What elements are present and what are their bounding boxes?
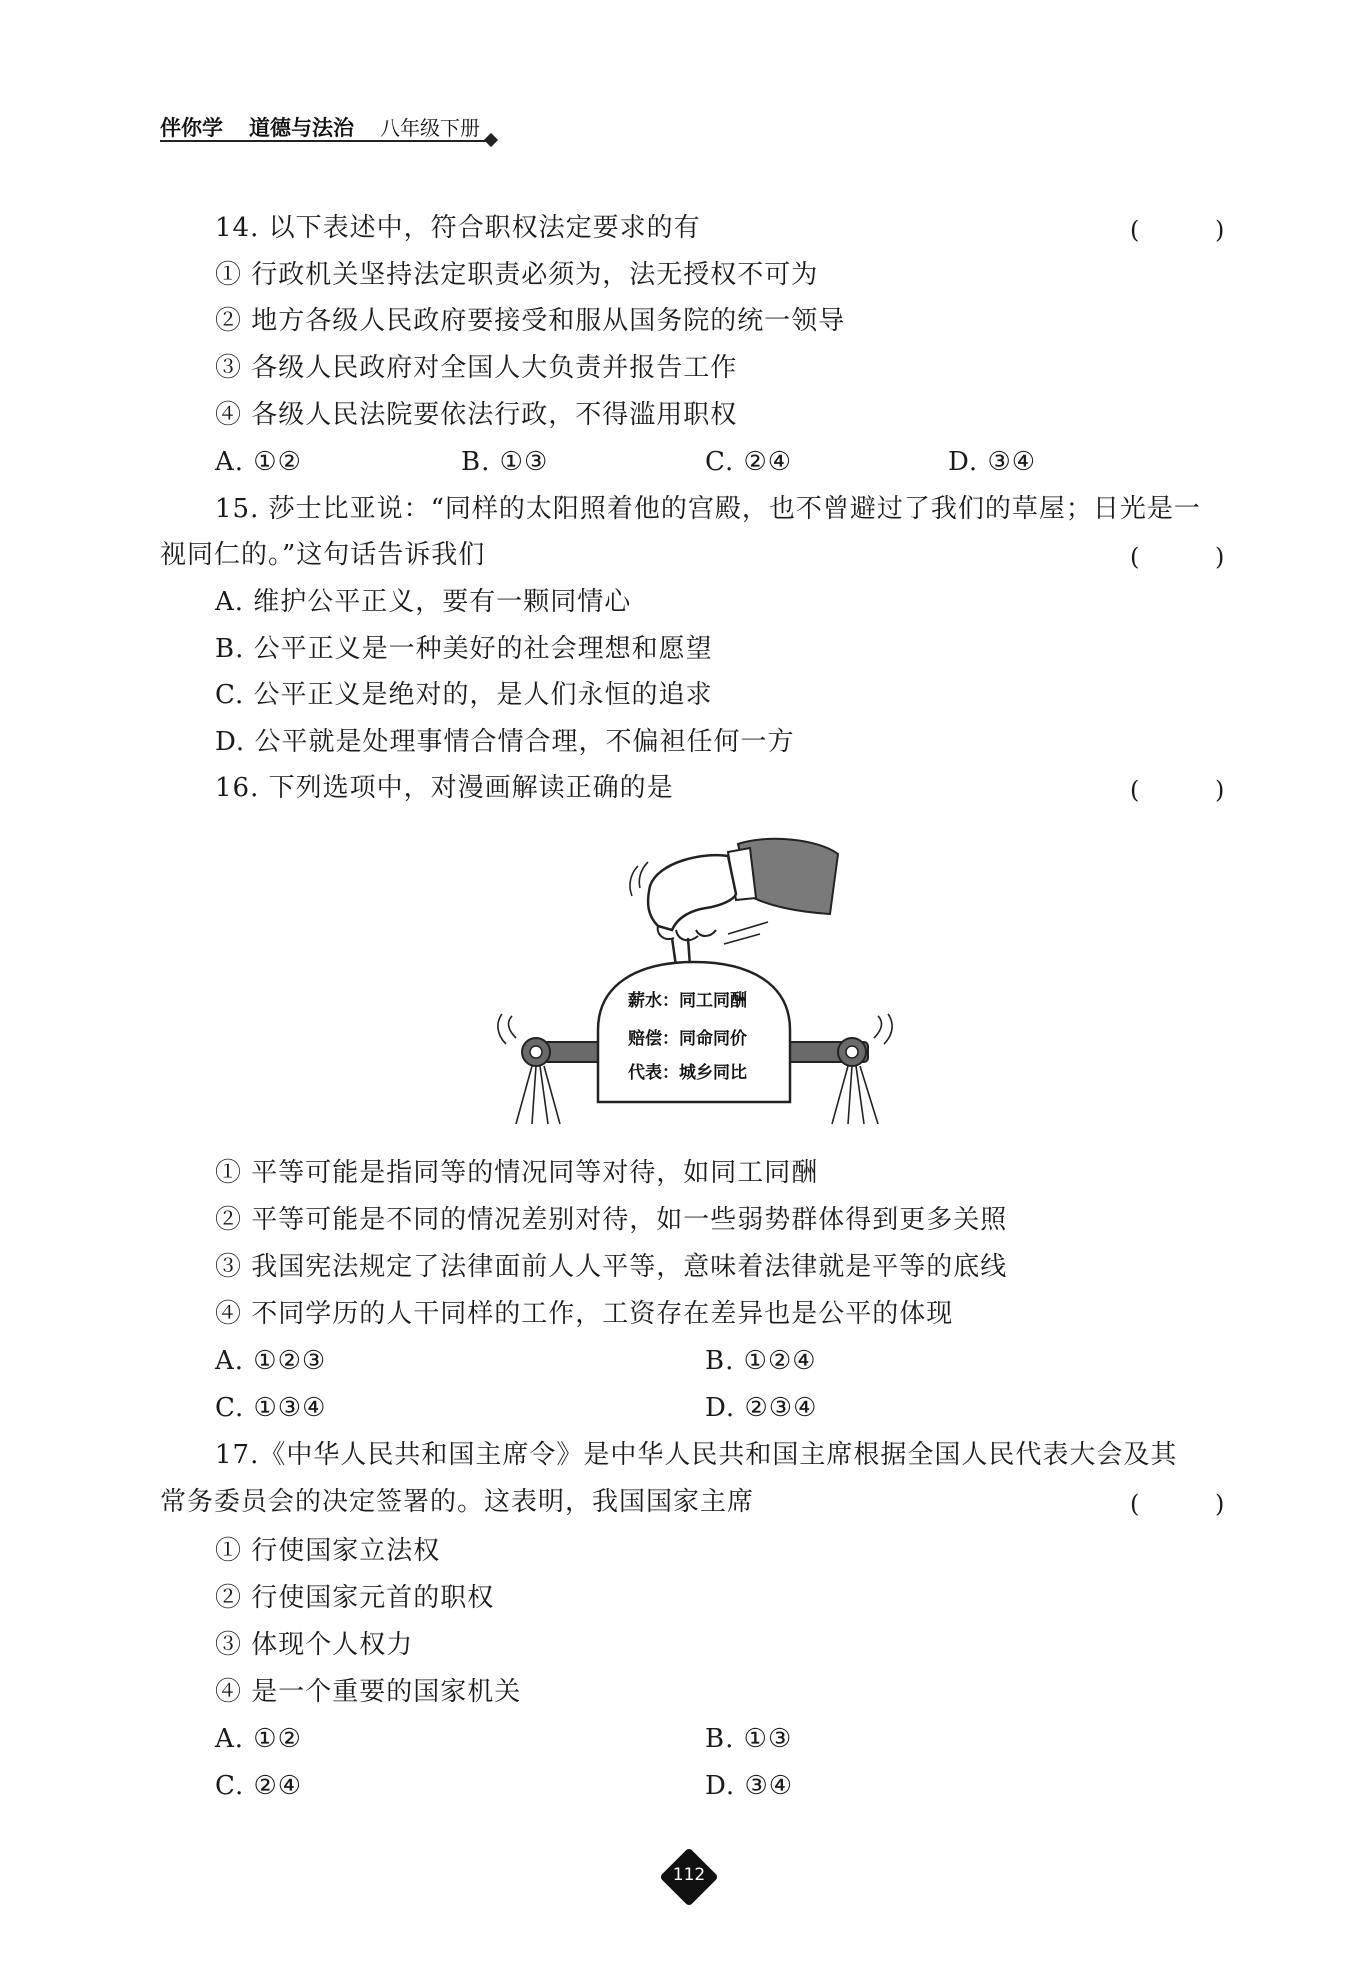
q15-option-a: A. 维护公平正义，要有一颗同情心 bbox=[215, 587, 632, 617]
page-header bbox=[160, 112, 480, 142]
q15-stem-line-1: 15. 莎士比亚说：“同样的太阳照着他的宫殿，也不曾避过了我们的草屋；日光是一 bbox=[215, 494, 1201, 524]
q16-option-a: A. ①②③ bbox=[215, 1346, 327, 1376]
q16-answer-bracket: ( ) bbox=[1130, 776, 1259, 804]
q14-item-4: ④ 各级人民法院要依法行政，不得滥用职权 bbox=[215, 400, 738, 430]
header-subject: 道德与法治 bbox=[249, 116, 354, 140]
header-rule bbox=[160, 140, 490, 142]
q14-option-d: D. ③④ bbox=[948, 447, 1037, 477]
q17-option-d: D. ③④ bbox=[705, 1771, 794, 1801]
header-diamond-icon bbox=[484, 133, 498, 147]
q14-answer-bracket: ( ) bbox=[1130, 216, 1259, 244]
q14-option-c: C. ②④ bbox=[705, 447, 793, 477]
q16-option-b: B. ①②④ bbox=[705, 1346, 817, 1376]
q17-item-3: ③ 体现个人权力 bbox=[215, 1630, 414, 1660]
q15-stem-line-2: 视同仁的。”这句话告诉我们 bbox=[160, 540, 486, 570]
q14-stem: 14. 以下表述中，符合职权法定要求的有 bbox=[215, 213, 701, 243]
left-wobble-lines bbox=[498, 1014, 516, 1044]
q16-stem: 16. 下列选项中，对漫画解读正确的是 bbox=[215, 773, 674, 803]
q14-item-1: ① 行政机关坚持法定职责必须为，法无授权不可为 bbox=[215, 260, 819, 290]
left-pan-strings bbox=[516, 1066, 560, 1124]
q16-item-3: ③ 我国宪法规定了法律面前人人平等，意味着法律就是平等的底线 bbox=[215, 1252, 1008, 1282]
q14-item-3: ③ 各级人民政府对全国人大负责并报告工作 bbox=[215, 353, 738, 383]
motion-lines-left bbox=[630, 862, 648, 896]
q16-option-d: D. ②③④ bbox=[705, 1393, 818, 1423]
q17-stem-line-2: 常务委员会的决定签署的。这表明，我国国家主席 bbox=[160, 1487, 755, 1517]
q16-item-1: ① 平等可能是指同等的情况同等对待，如同工同酬 bbox=[215, 1158, 819, 1188]
right-pan-strings bbox=[832, 1066, 878, 1124]
q17-option-c: C. ②④ bbox=[215, 1771, 303, 1801]
q17-item-2: ② 行使国家元首的职权 bbox=[215, 1583, 495, 1613]
page-number: 112 bbox=[672, 1865, 706, 1885]
motion-lines-right bbox=[724, 922, 768, 944]
q17-answer-bracket: ( ) bbox=[1130, 1490, 1259, 1518]
cartoon-label-salary: 薪水：同工同酬 bbox=[628, 991, 747, 1011]
q15-answer-bracket: ( ) bbox=[1130, 543, 1259, 571]
q16-item-4: ④ 不同学历的人干同样的工作，工资存在差异也是公平的体现 bbox=[215, 1299, 954, 1329]
cartoon-label-compensation: 赔偿：同命同价 bbox=[628, 1029, 747, 1049]
q17-option-b: B. ①③ bbox=[705, 1724, 793, 1754]
q14-option-b: B. ①③ bbox=[461, 447, 549, 477]
hand-shape bbox=[648, 855, 736, 930]
q17-item-1: ① 行使国家立法权 bbox=[215, 1536, 441, 1566]
q16-option-c: C. ①③④ bbox=[215, 1393, 327, 1423]
q17-item-4: ④ 是一个重要的国家机关 bbox=[215, 1677, 522, 1707]
q14-item-2: ② 地方各级人民政府要接受和服从国务院的统一领导 bbox=[215, 306, 846, 336]
cartoon-label-representation: 代表：城乡同比 bbox=[628, 1063, 747, 1083]
page-number-badge bbox=[664, 1852, 714, 1902]
right-wobble-lines bbox=[874, 1014, 892, 1044]
header-grade: 八年级下册 bbox=[380, 116, 480, 140]
header-series: 伴你学 bbox=[160, 116, 223, 140]
q15-option-c: C. 公平正义是绝对的，是人们永恒的追求 bbox=[215, 680, 713, 710]
q14-option-a: A. ①② bbox=[215, 447, 302, 477]
q16-item-2: ② 平等可能是不同的情况差别对待，如一些弱势群体得到更多关照 bbox=[215, 1205, 1008, 1235]
q17-stem-line-1: 17.《中华人民共和国主席令》是中华人民共和国主席根据全国人民代表大会及其 bbox=[215, 1440, 1178, 1470]
q15-option-d: D. 公平就是处理事情合情合理，不偏袒任何一方 bbox=[215, 727, 795, 757]
q15-option-b: B. 公平正义是一种美好的社会理想和愿望 bbox=[215, 634, 713, 664]
balance-scale-cartoon bbox=[488, 834, 900, 1124]
q17-option-a: A. ①② bbox=[215, 1724, 302, 1754]
